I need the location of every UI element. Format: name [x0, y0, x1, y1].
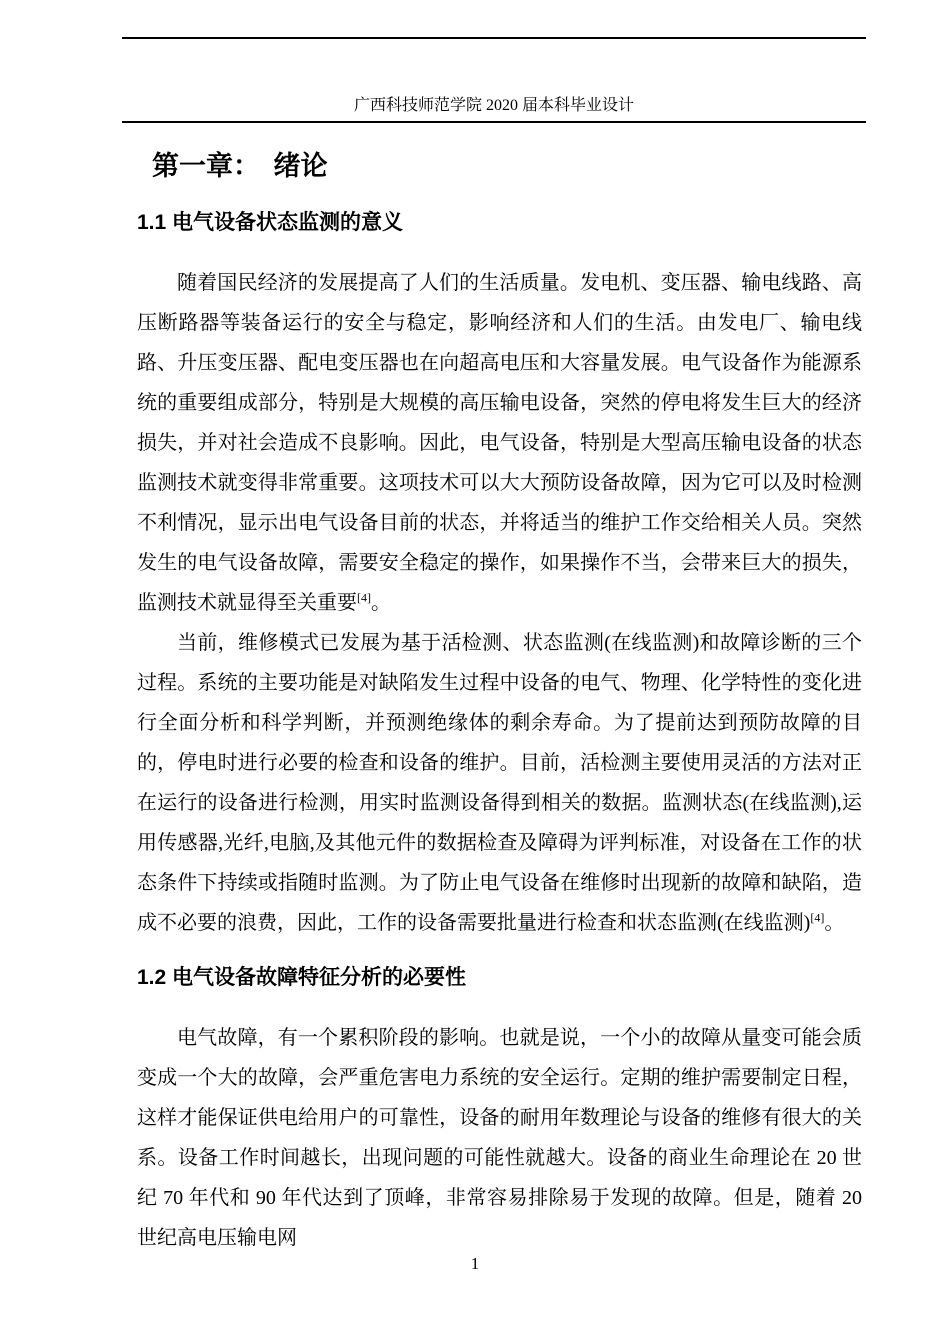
running-header: 广西科技师范学院 2020 届本科毕业设计 — [353, 97, 634, 114]
section-heading-1-2: 1.2 电气设备故障特征分析的必要性 — [137, 966, 467, 989]
section-heading-1-1: 1.1 电气设备状态监测的意义 — [137, 211, 404, 234]
citation-ref: [4] — [810, 910, 825, 925]
paragraph — [137, 1018, 862, 1258]
paragraph-text: 当前，维修模式已发展为基于活检测、状态监测(在线监测)和故障诊断的三个过程。系统的主要功能是对缺陷发生过程中设备的电气、物理、化学特性的变化进行全面分析和科学判断，并预测绝缘体的剩余寿命。为了提前达到预防故障的目的，停电时进行必要的检查和设备的维护。目前，活检测主要使用灵活的方法对正在运行的设备进行检测，用实时监测设备得到相关的数据。监测状态(在线监测),运用传感器,光纤,电脑,及其他元件的数据检查及障碍为评判标准，对设备在工作的状态条件下持续或指随时监测。为了防止电气设备在维修时出现新的故障和缺陷，造成不必要的浪费，因此，工作的设备需要批量进行检查和状态监测(在线监测) — [137, 632, 862, 934]
chapter-title: 第一章： 绪论 — [152, 151, 328, 181]
paragraph-text: 电气故障，有一个累积阶段的影响。也就是说，一个小的故障从量变可能会质变成一个大的故障，会严重危害电力系统的安全运行。定期的维护需要制定日程，这样才能保证供电给用户的可靠性，设备的耐用年数理论与设备的维修有很大的关系。设备工作时间越长，出现问题的可能性就越大。设备的商业生命理论在 20 世纪 70 年代和 90 年代达到了顶峰，非常容易排除易于发现的故障。但是，随着 20 世纪高电压输电网 — [137, 1027, 862, 1249]
paragraph-text: 随着国民经济的发展提高了人们的生活质量。发电机、变压器、输电线路、高压断路器等装备运行的安全与稳定，影响经济和人们的生活。由发电厂、输电线路、升压变压器、配电变压器也在向超高电压和大容量发展。电气设备作为能源系统的重要组成部分，特别是大规模的高压输电设备，突然的停电将发生巨大的经济损失，并对社会造成不良影响。因此，电气设备，特别是大型高压输电设备的状态监测技术就变得非常重要。这项技术可以大大预防设备故障，因为它可以及时检测不利情况，显示出电气设备目前的状态，并将适当的维护工作交给相关人员。突然发生的电气设备故障，需要安全稳定的操作，如果操作不当，会带来巨大的损失，监测技术就显得至关重要 — [137, 272, 862, 614]
citation-ref: [4] — [357, 590, 371, 605]
paragraph — [137, 623, 862, 943]
header-rule-bottom — [122, 121, 866, 123]
paragraph-text-tail: 。 — [824, 912, 845, 934]
header-rule-top — [122, 37, 866, 39]
page-content — [137, 146, 862, 1258]
page-number: 1 — [470, 1254, 480, 1273]
paragraph-text-tail: 。 — [371, 592, 391, 614]
paragraph — [137, 263, 862, 623]
